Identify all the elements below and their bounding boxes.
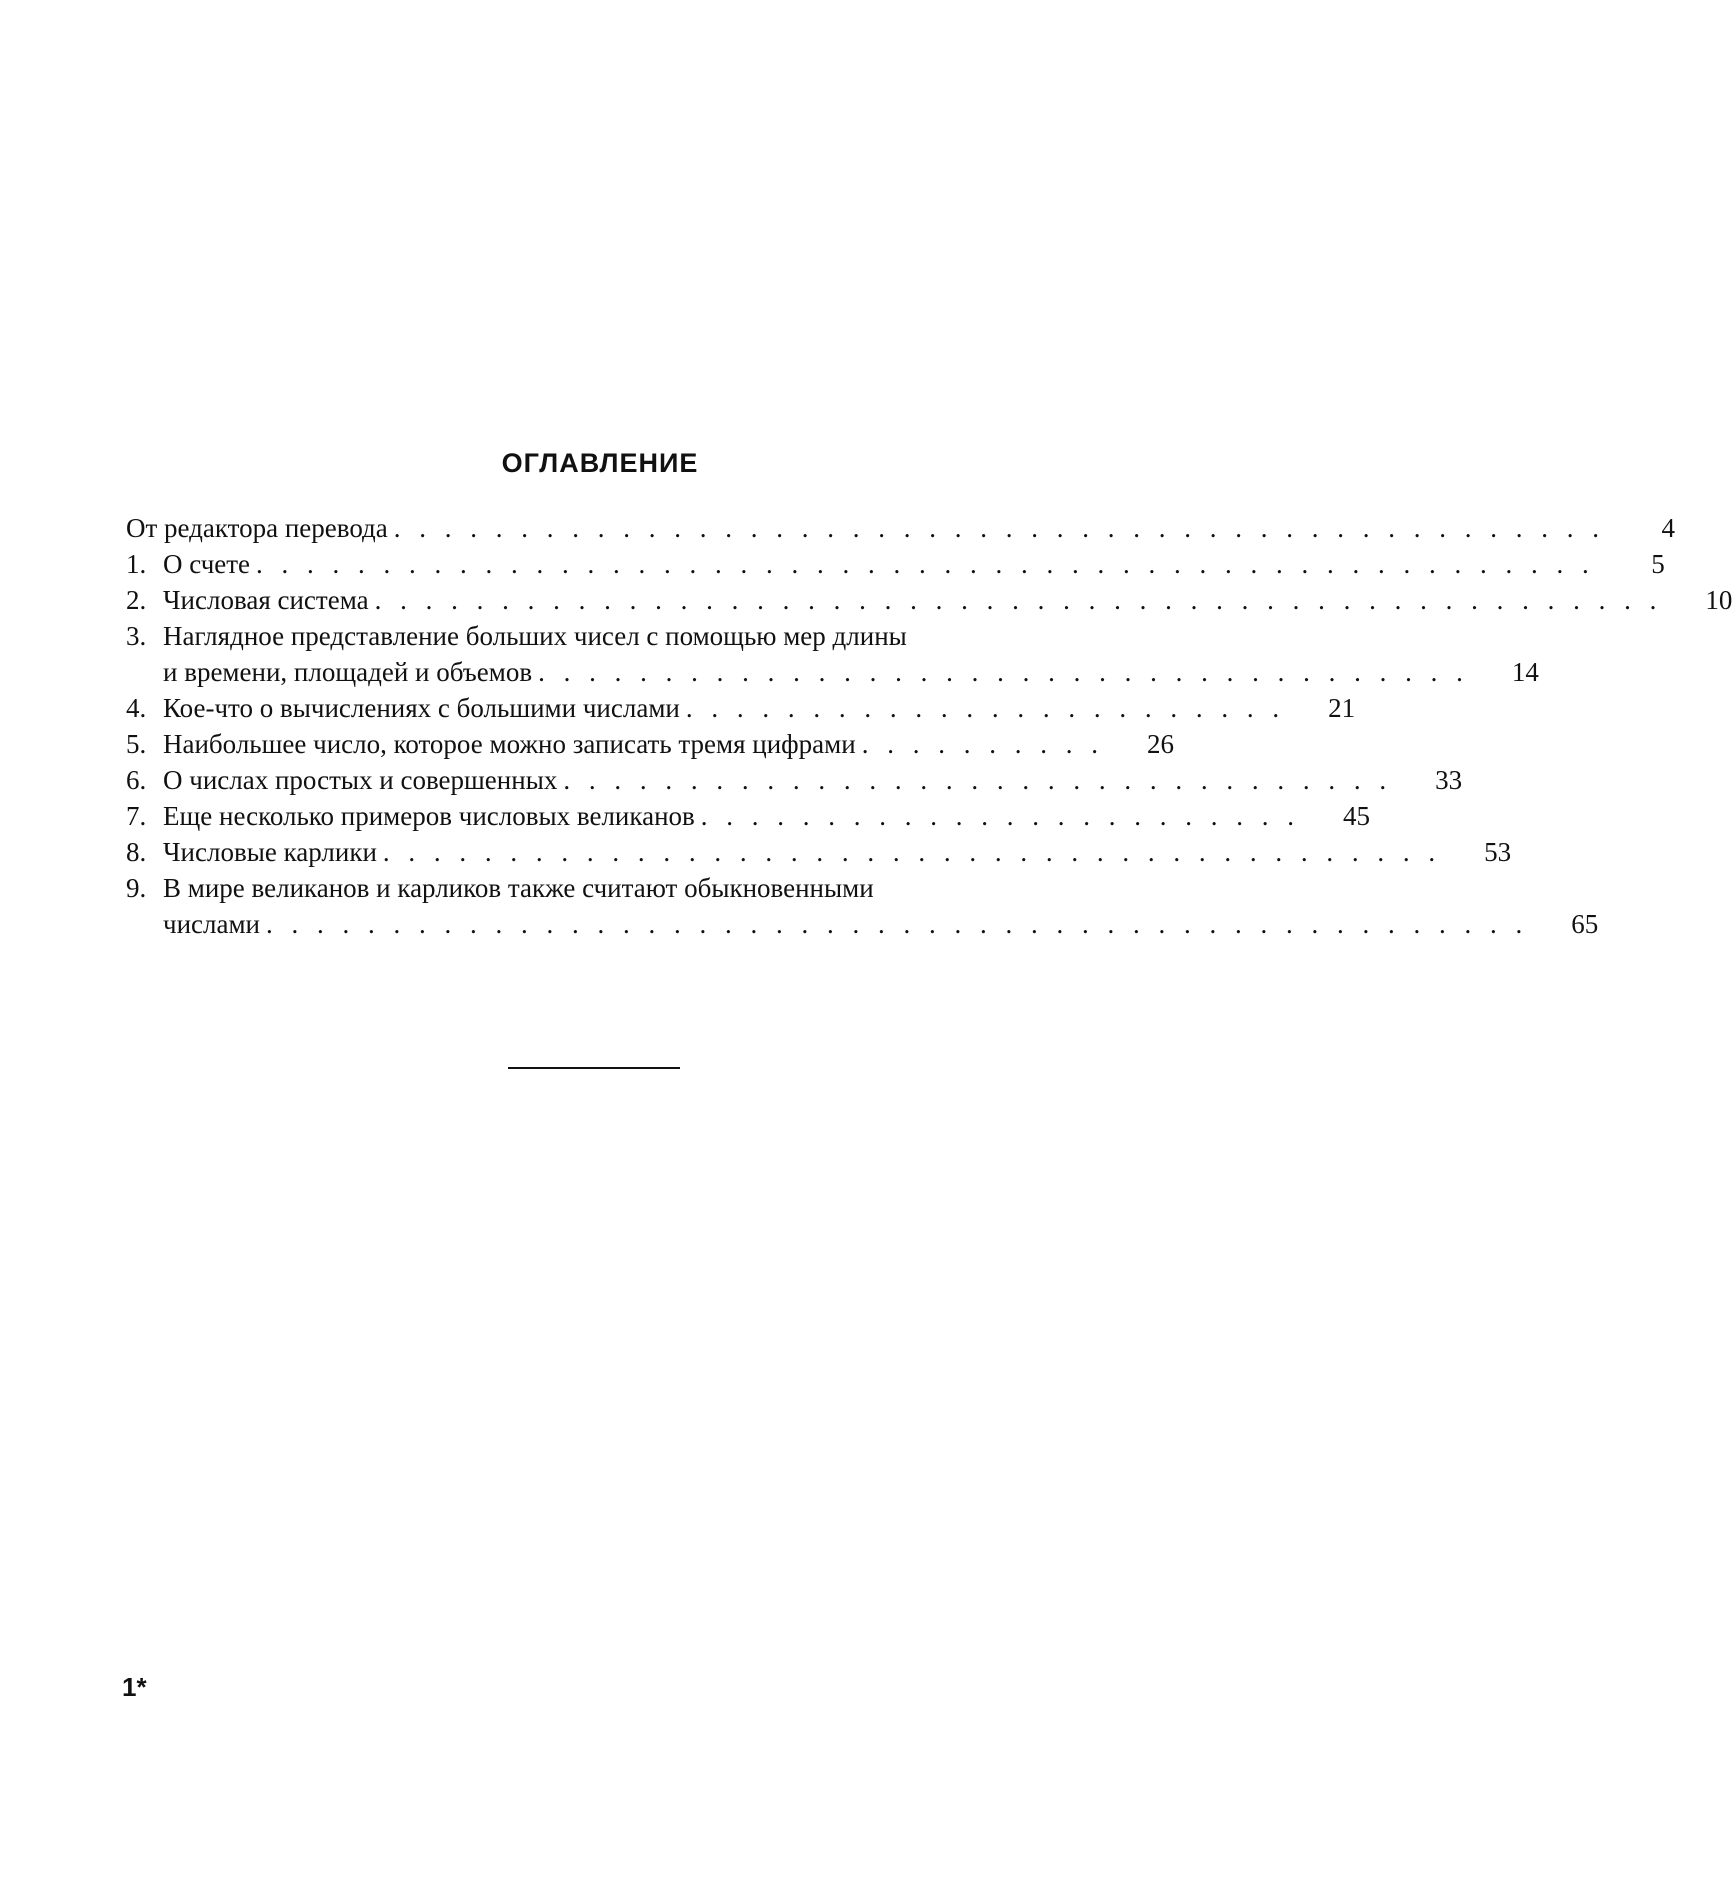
- dot-leader: . . . . . . . . . . . . . . . . . . . . . . . . . . . . . . . . .: [563, 765, 1393, 795]
- entry-title: От редактора перевода: [126, 513, 388, 543]
- dot-leader: . . . . . . . . . . . . . . . . . . . . . . . . . . . . . . . . . . . . . . . . . . . . . . . . . .: [266, 909, 1529, 939]
- dot-leader: . . . . . . . . . .: [861, 729, 1104, 759]
- entry-page-number: 45: [1343, 801, 1371, 831]
- dot-leader: . . . . . . . . . . . . . . . . . . . . . . . . . . . . . . . . . . . . . . . . . . . . . . . . . . .: [374, 585, 1663, 615]
- toc-entry[interactable]: [126, 834, 1512, 870]
- toc-entry[interactable]: [126, 762, 1463, 798]
- entry-page-number: 21: [1328, 693, 1356, 723]
- entry-page-number: 65: [1571, 909, 1599, 939]
- entry-title: Числовые карлики: [163, 837, 377, 867]
- entry-page-number: 33: [1435, 765, 1463, 795]
- toc-entry[interactable]: [126, 690, 1356, 726]
- toc-entry[interactable]: [126, 546, 1665, 582]
- toc-title: ОГЛАВЛЕНИЕ: [501, 448, 699, 478]
- entry-title: Числовая система: [163, 585, 369, 615]
- entry-title: Наглядное представление больших чисел с помощью мер длины: [163, 621, 907, 651]
- toc-entry[interactable]: [126, 510, 1676, 546]
- dot-leader: . . . . . . . . . . . . . . . . . . . . . . . . . . . . . . . . . . . . . . . . . . . . . . . .: [393, 513, 1606, 543]
- entry-title-continuation: и времени, площадей и объемов: [163, 657, 533, 687]
- entry-title: В мире великанов и карликов также считают обыкновенными: [163, 873, 874, 903]
- dot-leader: . . . . . . . . . . . . . . . . . . . . . . . .: [685, 693, 1286, 723]
- signature-mark: 1*: [122, 1672, 147, 1702]
- entry-title: Кое-что о вычислениях с большими числами: [163, 693, 680, 723]
- section-divider: [508, 1067, 680, 1069]
- entry-number: 9.: [126, 873, 147, 903]
- toc-entry[interactable]: [126, 618, 1539, 690]
- toc-entry[interactable]: [126, 582, 1732, 618]
- toc-entry[interactable]: [126, 726, 1174, 762]
- entry-number: 7.: [126, 801, 147, 831]
- table-of-contents: [126, 510, 1732, 942]
- entry-page-number: 53: [1484, 837, 1512, 867]
- entry-title: О числах простых и совершенных: [163, 765, 558, 795]
- entry-number: 5.: [126, 729, 147, 759]
- dot-leader: . . . . . . . . . . . . . . . . . . . . . . . . . . . . . . . . . . . . . . . . . .: [382, 837, 1442, 867]
- entry-number: 3.: [126, 621, 147, 651]
- entry-number: 4.: [126, 693, 147, 723]
- entry-page-number: 4: [1661, 513, 1676, 543]
- entry-title: О счете: [163, 549, 251, 579]
- entry-number: 1.: [126, 549, 147, 579]
- entry-number: 2.: [126, 585, 147, 615]
- toc-entry[interactable]: [126, 798, 1371, 834]
- dot-leader: . . . . . . . . . . . . . . . . . . . . . . . . . . . . . . . . . . . . . . . . . . . . . . . . . . . . .: [256, 549, 1595, 579]
- entry-page-number: 14: [1511, 657, 1539, 687]
- dot-leader: . . . . . . . . . . . . . . . . . . . . . . . . . . . . . . . . . . . . .: [538, 657, 1469, 687]
- entry-page-number: 5: [1651, 549, 1665, 579]
- entry-title-continuation: числами: [163, 909, 261, 939]
- entry-title: Наибольшее число, которое можно записать тремя цифрами: [163, 729, 856, 759]
- entry-page-number: 10: [1705, 585, 1732, 615]
- entry-page-number: 26: [1146, 729, 1174, 759]
- entry-title: Еще несколько примеров числовых великанов: [163, 801, 695, 831]
- dot-leader: . . . . . . . . . . . . . . . . . . . . . . . .: [700, 801, 1301, 831]
- toc-entry[interactable]: [126, 870, 1599, 942]
- entry-number: 8.: [126, 837, 147, 867]
- entry-number: 6.: [126, 765, 147, 795]
